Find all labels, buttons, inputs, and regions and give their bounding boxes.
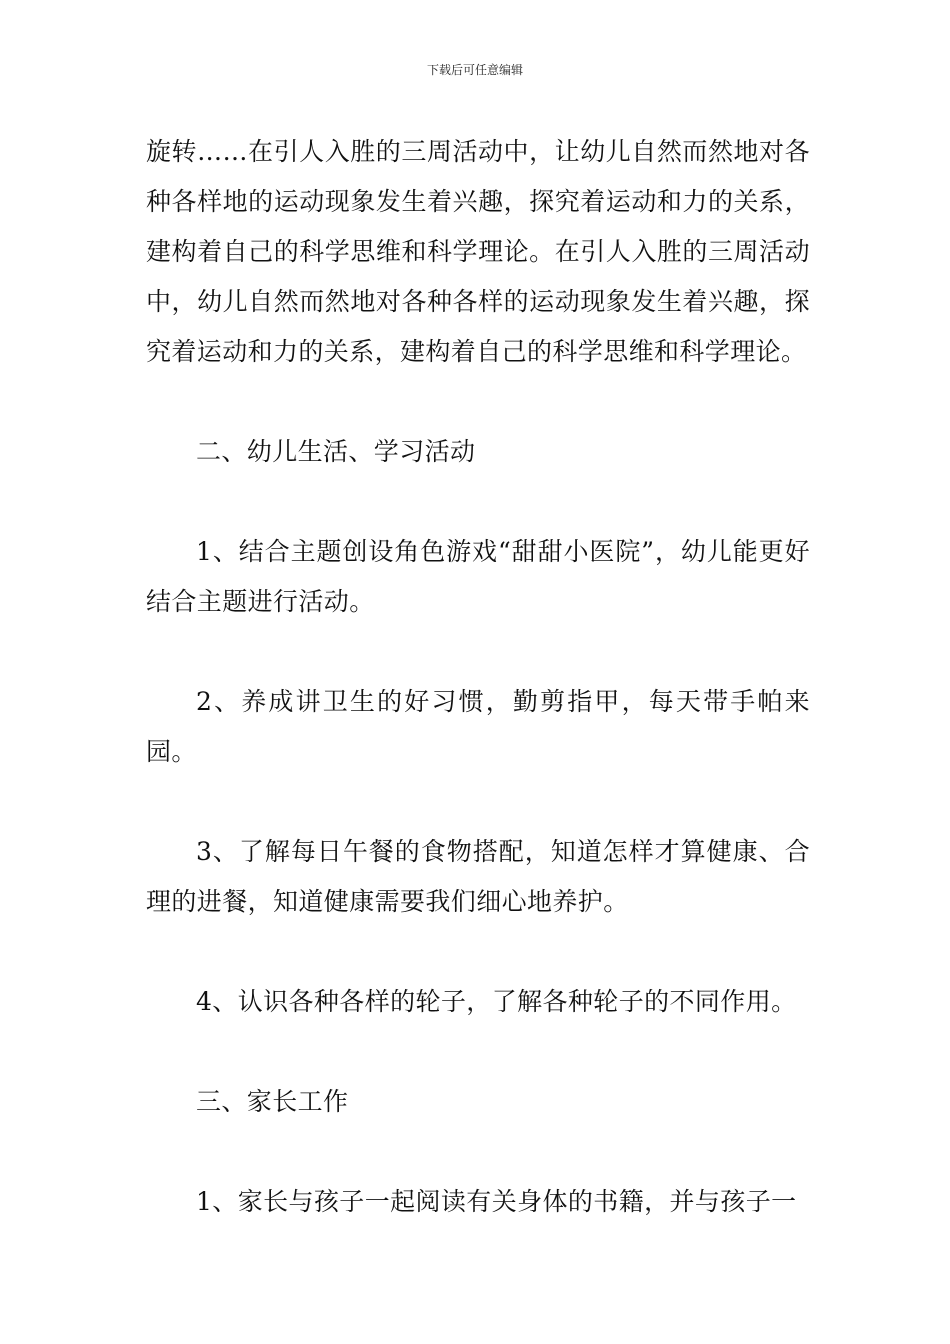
list-item: 2、养成讲卫生的好习惯，勤剪指甲，每天带手帕来园。 [146, 687, 810, 766]
document-body [146, 127, 810, 1227]
section-heading: 三、家长工作 [196, 1087, 349, 1116]
body-paragraph: 旋转……在引人入胜的三周活动中，让幼儿自然而然地对各种各样地的运动现象发生着兴趣，探究着运动和力的关系，建构着自己的科学思维和科学理论。在引人入胜的三周活动中，幼儿自然而然地对各种各样的运动现象发生着兴趣，探究着运动和力的关系，建构着自己的科学思维和科学理论。 [146, 137, 810, 366]
page-header: 下载后可任意编辑 [426, 63, 523, 77]
list-item: 1、家长与孩子一起阅读有关身体的书籍，并与孩子一 [196, 1187, 797, 1216]
list-item: 3、了解每日午餐的食物搭配，知道怎样才算健康、合理的进餐，知道健康需要我们细心地养护。 [146, 837, 810, 916]
list-item: 4、认识各种各样的轮子，了解各种轮子的不同作用。 [196, 987, 797, 1016]
section-heading: 二、幼儿生活、学习活动 [196, 437, 476, 466]
list-item: 1、结合主题创设角色游戏“甜甜小医院”，幼儿能更好结合主题进行活动。 [146, 537, 810, 616]
